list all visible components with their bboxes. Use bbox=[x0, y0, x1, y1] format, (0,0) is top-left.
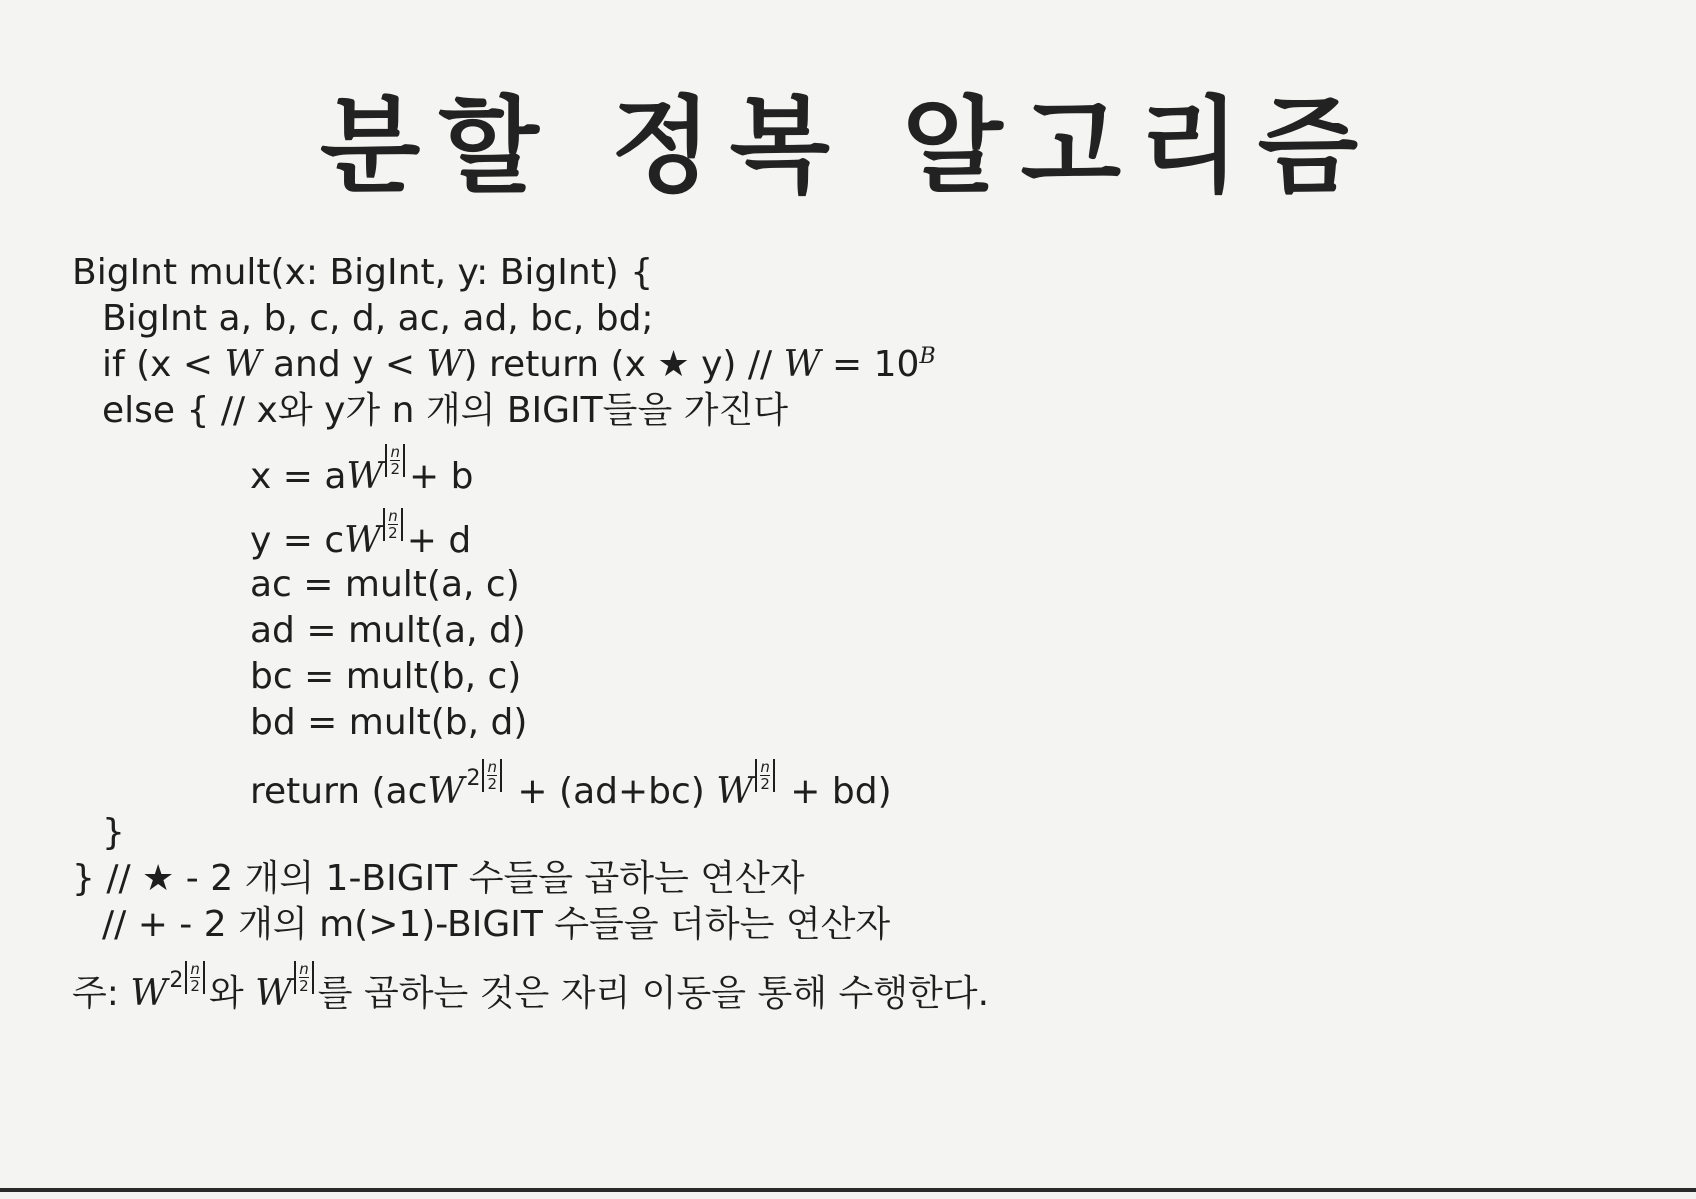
code-line-ac: ac = mult(a, c) bbox=[250, 564, 520, 605]
ceil-half-n: $\frac{n}{2}$ bbox=[294, 961, 314, 994]
footer-divider bbox=[0, 1188, 1696, 1192]
code-line-bd: bd = mult(b, d) bbox=[250, 702, 528, 743]
code-line-declaration: BigInt a, b, c, d, ac, ad, bc, bd; bbox=[102, 298, 654, 339]
code-line-comment-star: } // ★ - 2 개의 1-BIGIT 수들을 곱하는 연산자 bbox=[72, 858, 805, 899]
code-line-split-y: y = cW $\frac{n}{2}$ + d bbox=[250, 507, 472, 561]
code-line-split-x: x = aW $\frac{n}{2}$ + b bbox=[250, 443, 474, 497]
code-line-note: 주: $W^2$ $\frac{n}{2}$ 와 W $\frac{n}{2}$ 를 곱하는 것은 자리 이동을 통해 수행한다. bbox=[72, 960, 990, 1014]
ceil-half-n: $\frac{n}{2}$ bbox=[755, 759, 775, 792]
page-title: 분할 정복 알고리즘 bbox=[319, 85, 1377, 207]
code-line-ad: ad = mult(a, d) bbox=[250, 610, 526, 651]
code-line-bc: bc = mult(b, c) bbox=[250, 656, 522, 697]
code-line-else: else { // x와 y가 n 개의 BIGIT들을 가진다 bbox=[102, 390, 788, 431]
code-line-return: return (acW$^2$ $\frac{n}{2}$ + (ad+bc) W $\frac{n}{2}$ + bd) bbox=[250, 758, 892, 812]
code-block bbox=[72, 250, 989, 1012]
code-line-close-else: } bbox=[102, 812, 125, 853]
ceil-half-n: $\frac{n}{2}$ bbox=[383, 508, 403, 541]
ceil-half-n: $\frac{n}{2}$ bbox=[385, 444, 405, 477]
ceil-half-n: $\frac{n}{2}$ bbox=[185, 961, 205, 994]
code-line-base-case: if (x < W and y < W) return (x ★ $y) // W = 10^B$ bbox=[102, 344, 936, 385]
code-line-comment-plus: // + - 2 개의 m(>1)-BIGIT 수들을 더하는 연산자 bbox=[102, 904, 891, 945]
ceil-half-n: $\frac{n}{2}$ bbox=[482, 759, 502, 792]
code-line-signature: BigInt mult(x: BigInt, y: BigInt) { bbox=[72, 252, 654, 293]
